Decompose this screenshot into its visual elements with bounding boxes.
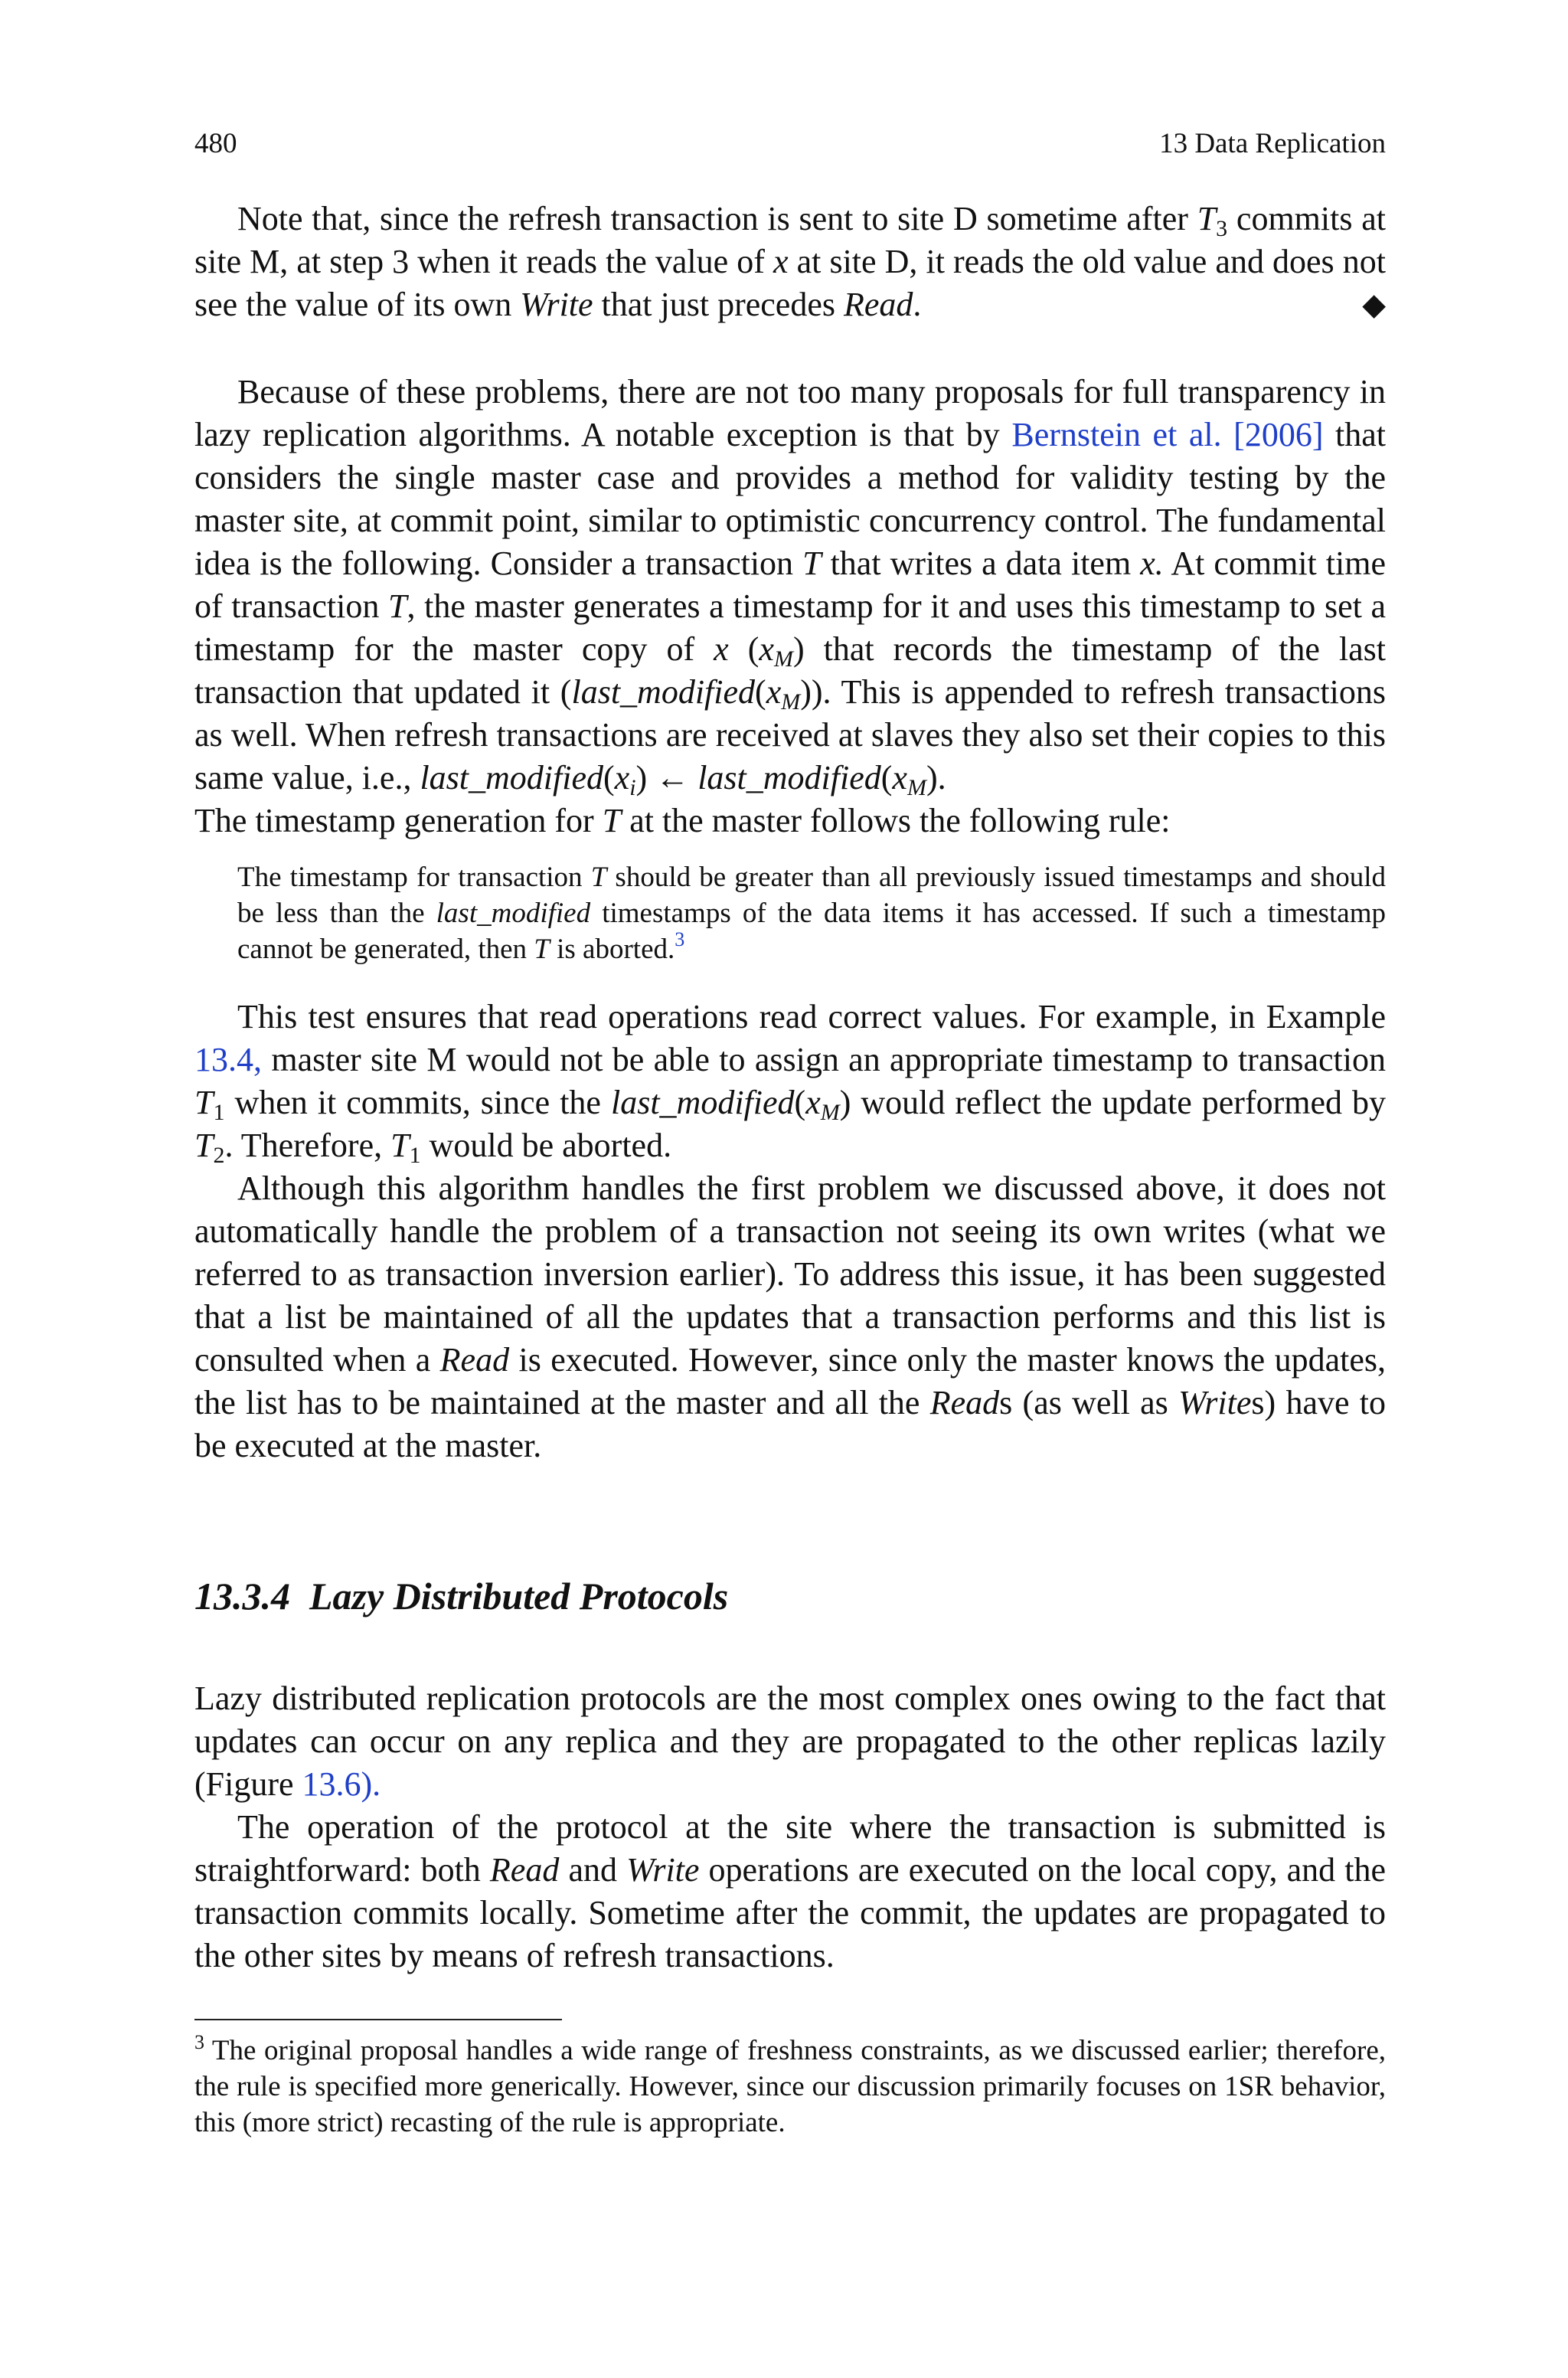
example-ref-link[interactable]: 13.4, [194, 1041, 262, 1078]
footnote: $^3$ The original proposal handles a wide range of freshness constraints, as we discussed earlier; therefore, the rule is specified more generically. However, since our discussion primarily focuses on 1SR behavior, this (more strict) recasting of the rule is appropriate. [194, 2031, 1386, 2138]
footnote-divider [194, 2019, 562, 2020]
citation-link[interactable]: Bernstein et al. [2006] [1011, 416, 1324, 453]
paragraph-operation: The operation of the protocol at the site where the transaction is submitted is straightforward: both Read and Write operations are executed on the local copy, and the transaction commits locally. Sometime after the commit, the updates are propagated to the other sites by means of refresh transactions. [194, 1808, 1386, 1974]
footnote-marker: 3 [194, 2031, 204, 2053]
paragraph-validity-testing: Because of these problems, there are not too many proposals for full transparency in lazy replication algorithms. A notable exception is that by Bernstein et al. [2006] that considers the single master case and provides a method for validity testing by the master site, at commit point, similar to optimistic concurrency control. The fundamental idea is the following. Consider a transaction T that writes a data item x. At commit time of transaction T, the master generates a timestamp for it and uses this timestamp to set a timestamp for the master copy of x $(x_M)$ that records the timestamp of the last transaction that updated it $(last\_modified(x_M))$. This is appended to refresh transactions as well. When refresh transactions are received at slaves they also set their copies to this same value, i.e., $last\_modified(x_i)$ ← $last\_modified(x_M)$. [194, 373, 1387, 800]
example-end-paragraph: Note that, since the refresh transaction is sent to site D sometime after $T_3$ commits at site M, at step 3 when it reads the value of x at site D, it reads the old value and does not see the value of its own Write that just precedes Read. ◆ [194, 198, 1386, 326]
page-number: 480 [194, 128, 237, 159]
paragraph-timestamp-rule-intro: The timestamp generation for T at the master follows the following rule: [194, 802, 1171, 839]
figure-ref-link[interactable]: 13.6). [302, 1765, 381, 1803]
diamond-icon: ◆ [1362, 287, 1386, 322]
paragraph-lazy-distributed: Lazy distributed replication protocols are the most complex ones owing to the fact that updates can occur on any replica and they are propagated to the other replicas lazily (Figure 13.6). [194, 1680, 1386, 1803]
paragraph-test-ensures: This test ensures that read operations read correct values. For example, in Example 13.4, master site M would not be able to assign an appropriate timestamp to transaction $T_1$ when it commits, since the $last\_modified(x_M)$ would reflect the update performed by $T_2$. Therefore, $T_1$ would be aborted. [194, 998, 1386, 1168]
timestamp-rule-quote: The timestamp for transaction T should be greater than all previously issued timestamps and should be less than the last_modified timestamps of the data items it has accessed. If such a timestamp cannot be generated, then T is aborted.$^3$ [237, 862, 1387, 965]
running-head: 13 Data Replication [1159, 128, 1386, 159]
page-header [194, 127, 1386, 165]
footnote-ref-link[interactable]: 3 [675, 928, 685, 950]
paragraph-although: Although this algorithm handles the first problem we discussed above, it does not automatically handle the problem of a transaction not seeing its own writes (what we referred to as transaction inversion earlier). To address this issue, it has been suggested that a list be maintained of all the updates that a transaction performs and this list is consulted when a Read is executed. However, since only the master knows the updates, the list has to be maintained at the master and all the Reads (as well as Writes) have to be executed at the master. [194, 1169, 1387, 1464]
section-heading: 13.3.4 Lazy Distributed Protocols [194, 1575, 729, 1617]
